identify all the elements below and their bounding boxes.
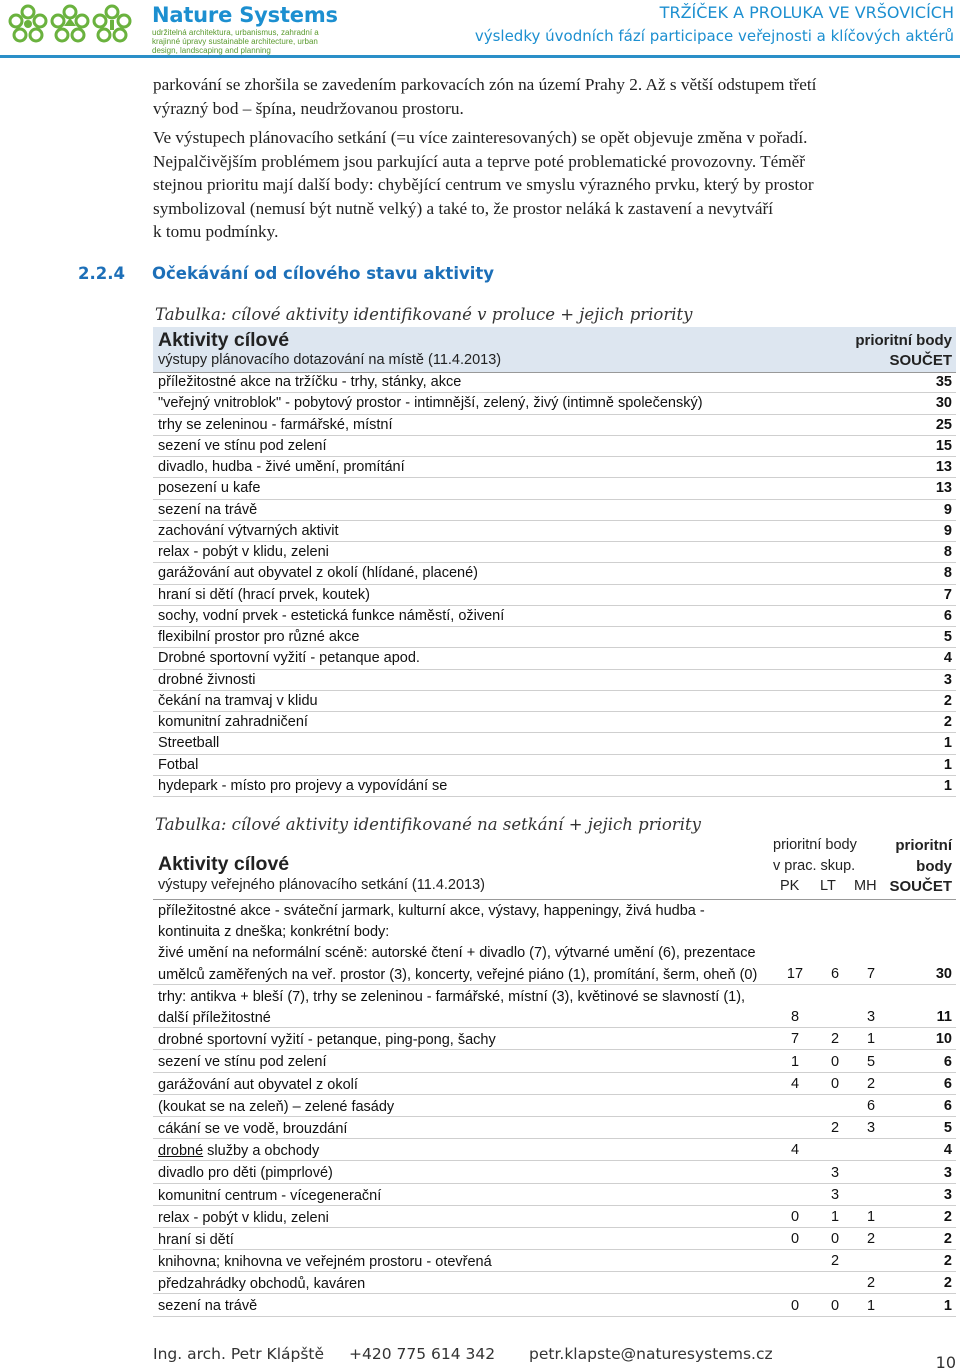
tree-flower-icon xyxy=(92,4,132,48)
row-label xyxy=(158,1274,768,1295)
table2-col-pk: PK xyxy=(780,878,800,894)
row-label-line: kontinuita z dneška; konkrétní body: xyxy=(158,924,390,941)
table-row xyxy=(153,478,956,499)
table-row xyxy=(153,755,956,776)
table2-sum-top: prioritní xyxy=(895,837,952,854)
cell-sum: 2 xyxy=(943,1253,952,1270)
cell-sum: 11 xyxy=(936,1009,952,1026)
row-value: 25 xyxy=(935,416,952,433)
brand-name: Nature Systems xyxy=(152,3,338,27)
row-label: zachování výtvarných aktivit xyxy=(158,522,339,539)
row-label-line: hraní si dětí xyxy=(158,1231,234,1248)
cell-sum: 1 xyxy=(943,1297,952,1314)
row-label: relax - pobýt v klidu, zeleni xyxy=(158,544,329,560)
cell-pk: 1 xyxy=(790,1053,800,1070)
cell-mh: 2 xyxy=(866,1075,876,1092)
row-label-line xyxy=(158,1141,768,1162)
row-label: garážování aut obyvatel z okolí (hlídané, placené) xyxy=(158,565,479,582)
table-row xyxy=(153,712,956,733)
row-label xyxy=(158,1030,768,1051)
row-value: 6 xyxy=(943,607,952,624)
paragraph-line: Ve výstupech plánovacího setkání (=u více zainteresovaných) se opět objevuje změna v pořadí. xyxy=(153,128,808,147)
row-label-line: komunitní centrum - vícegenerační xyxy=(158,1187,382,1204)
row-label: hydepark - místo pro projevy a vypovídání se xyxy=(158,777,448,794)
table-row xyxy=(153,563,956,584)
table1-header xyxy=(153,327,956,373)
cell-lt: 0 xyxy=(830,1053,840,1070)
cell-mh: 1 xyxy=(866,1208,876,1225)
table-row xyxy=(153,1117,956,1139)
cell-lt: 2 xyxy=(830,1031,840,1048)
row-label: příležitostné akce na tržíčku - trhy, stánky, akce xyxy=(158,374,462,390)
cell-sum: 6 xyxy=(943,1097,952,1114)
row-label: drobné živnosti xyxy=(158,671,256,688)
table-row xyxy=(153,1250,956,1272)
table2-header-subtitle: výstupy veřejného plánovacího setkání (11.4.2013) xyxy=(158,877,485,893)
underlined-word: drobné xyxy=(158,1143,204,1160)
row-label-line: drobné sportovní vyžití - petanque, ping-pong, šachy xyxy=(158,1032,496,1049)
cell-sum: 6 xyxy=(943,1053,952,1070)
cell-mh: 3 xyxy=(866,1120,876,1137)
footer-author: Ing. arch. Petr Klápště xyxy=(153,1345,325,1363)
cell-lt: 0 xyxy=(830,1075,840,1092)
table-row xyxy=(153,776,956,797)
table-row xyxy=(153,648,956,669)
row-label xyxy=(158,1186,768,1207)
row-label xyxy=(158,987,768,1029)
table-row xyxy=(153,393,956,414)
table-row xyxy=(153,500,956,521)
table-row xyxy=(153,436,956,457)
row-value: 1 xyxy=(943,777,952,794)
table-row xyxy=(153,1050,956,1072)
cell-pk: 4 xyxy=(790,1075,800,1092)
paragraph-line: k tomu podmínky. xyxy=(153,222,279,241)
row-label xyxy=(158,1252,768,1273)
row-label-line: cákání se ve vodě, brouzdání xyxy=(158,1120,348,1137)
cell-pk: 0 xyxy=(790,1208,800,1225)
table-row xyxy=(153,606,956,627)
table-row xyxy=(153,1161,956,1183)
section-number: 2.2.4 xyxy=(78,264,125,283)
row-label: divadlo, hudba - živé umění, promítání xyxy=(158,459,405,475)
paragraph-line: symbolizoval (nemusí být nutně velký) a také to, že prostor neláká k zastavení a nevytváří xyxy=(153,198,773,218)
row-label: čekání na tramvaj v klidu xyxy=(158,692,318,709)
paragraph-line: parkování se zhoršila se zavedením parkovacích zón na území Prahy 2. Až s větší odstupem třetí xyxy=(153,75,817,94)
table2-header-title: Aktivity cílové xyxy=(158,853,290,875)
table-row xyxy=(153,1272,956,1294)
document-subtitle: výsledky úvodních fází participace veřejnosti a klíčových aktérů xyxy=(474,27,954,45)
table-row xyxy=(153,1206,956,1228)
row-value: 13 xyxy=(935,459,952,475)
row-label xyxy=(158,901,768,986)
cell-sum: 10 xyxy=(935,1031,952,1048)
table1-caption: Tabulka: cílové aktivity identifikované v proluce + jejich priority xyxy=(155,305,693,324)
row-label xyxy=(158,1119,768,1140)
table-row xyxy=(153,985,956,1028)
row-label xyxy=(158,1163,768,1184)
page-number: 10 xyxy=(935,1353,956,1372)
cell-lt: 1 xyxy=(830,1208,840,1225)
footer-phone: +420 775 614 342 xyxy=(349,1345,496,1363)
row-label: sezení na trávě xyxy=(158,501,258,518)
cell-sum: 3 xyxy=(943,1164,952,1181)
cell-pk: 17 xyxy=(786,965,804,982)
table-row xyxy=(153,1073,956,1095)
cell-lt: 0 xyxy=(830,1231,840,1248)
cell-sum: 3 xyxy=(943,1186,952,1203)
row-label-line: předzahrádky obchodů, kaváren xyxy=(158,1276,366,1293)
row-label: hraní si dětí (hrací prvek, koutek) xyxy=(158,586,370,603)
row-value: 1 xyxy=(943,735,952,752)
row-label: flexibilní prostor pro různé akce xyxy=(158,629,360,645)
cell-lt: 2 xyxy=(830,1120,840,1137)
table-row xyxy=(153,521,956,542)
cell-sum: 6 xyxy=(943,1075,952,1092)
cell-sum: 2 xyxy=(943,1275,952,1292)
row-label: sochy, vodní prvek - estetická funkce náměstí, oživení xyxy=(158,607,505,624)
row-label-rest: služby a obchody xyxy=(203,1143,320,1160)
row-label-line: umělců zaměřených na veř. prostor (3), koncerty, veřejné piáno (1), promítání, šerm, oheň (0) xyxy=(158,966,758,983)
table2-sum-bottom: SOUČET xyxy=(889,878,952,895)
cell-pk: 8 xyxy=(790,1009,800,1026)
leaf-flower-icon xyxy=(8,4,48,48)
row-value: 9 xyxy=(943,501,952,518)
table1-header-title: Aktivity cílové xyxy=(158,329,290,351)
table2-col-lt: LT xyxy=(820,878,836,894)
row-label-line: další příležitostné xyxy=(158,1010,271,1026)
table2-sum-mid: body xyxy=(916,858,952,875)
cell-lt: 2 xyxy=(830,1253,840,1270)
row-label: Drobné sportovní vyžití - petanque apod. xyxy=(158,650,420,667)
row-value: 8 xyxy=(943,544,952,560)
cell-pk: 0 xyxy=(790,1231,800,1248)
footer-email[interactable]: petr.klapste@naturesystems.cz xyxy=(529,1345,773,1363)
row-label-line: relax - pobýt v klidu, zeleni xyxy=(158,1209,329,1226)
cell-lt: 3 xyxy=(830,1186,840,1203)
section-heading xyxy=(78,264,494,283)
table2-caption: Tabulka: cílové aktivity identifikované na setkání + jejich priority xyxy=(155,815,701,834)
row-label-line: (koukat se na zeleň) – zelené fasády xyxy=(158,1098,395,1115)
table-row xyxy=(153,670,956,691)
row-label xyxy=(158,1075,768,1096)
header-divider xyxy=(0,55,960,58)
table-row xyxy=(153,415,956,436)
cell-lt: 3 xyxy=(830,1164,840,1181)
table2-body xyxy=(153,899,956,1317)
row-label: sezení ve stínu pod zelení xyxy=(158,437,327,454)
brand-tagline: udržitelná architektura, urbanismus, zahradní a krajinné úpravy sustainable architecture, urban design, landscaping and planning xyxy=(152,28,319,55)
table2-col-mh: MH xyxy=(854,878,877,894)
cell-pk: 4 xyxy=(790,1142,800,1159)
paragraph-line: výrazný bod – špína, neudržovanou prostoru. xyxy=(153,98,464,118)
cell-mh: 5 xyxy=(866,1053,876,1070)
row-value: 4 xyxy=(943,650,952,667)
table-row xyxy=(153,1294,956,1316)
cell-mh: 3 xyxy=(866,1009,876,1026)
row-label: Fotbal xyxy=(158,756,199,773)
row-label-line: divadlo pro děti (pimprlové) xyxy=(158,1165,333,1182)
row-label xyxy=(158,1141,768,1162)
cell-sum: 4 xyxy=(943,1142,952,1159)
row-value: 2 xyxy=(943,714,952,730)
row-label: Streetball xyxy=(158,735,220,752)
table-row xyxy=(153,457,956,478)
paragraph-2 xyxy=(153,126,953,244)
cell-mh: 2 xyxy=(866,1231,876,1248)
table-row xyxy=(153,627,956,648)
cell-mh: 1 xyxy=(866,1297,876,1314)
row-value: 3 xyxy=(943,671,952,688)
section-title: Očekávání od cílového stavu aktivity xyxy=(152,264,495,283)
row-label-line: knihovna; knihovna ve veřejném prostoru - otevřená xyxy=(158,1254,492,1271)
cell-mh: 1 xyxy=(866,1031,876,1048)
table-row xyxy=(153,1095,956,1117)
table-row xyxy=(153,372,956,393)
row-label: posezení u kafe xyxy=(158,480,261,497)
row-value: 7 xyxy=(943,586,952,603)
row-value: 30 xyxy=(935,395,952,412)
document-title-main: TRŽÍČEK A PROLUKA VE VRŠOVICÍCH xyxy=(659,3,954,22)
table-row xyxy=(153,899,956,985)
row-value: 2 xyxy=(943,692,952,709)
row-label: "veřejný vnitroblok" - pobytový prostor - intimnější, zelený, živý (intimně společenský) xyxy=(158,395,703,412)
cell-lt: 6 xyxy=(830,965,840,982)
cell-pk: 7 xyxy=(790,1031,800,1048)
row-value: 5 xyxy=(943,629,952,645)
page-header xyxy=(0,0,960,55)
row-label-line: garážování aut obyvatel z okolí xyxy=(158,1076,358,1093)
row-label-line: sezení na trávě xyxy=(158,1298,258,1315)
table-row xyxy=(153,1228,956,1250)
row-label-line: sezení ve stínu pod zelení xyxy=(158,1054,327,1071)
table1-header-subtitle: výstupy plánovacího dotazování na místě (11.4.2013) xyxy=(158,352,502,368)
row-label xyxy=(158,1208,768,1229)
cell-sum: 2 xyxy=(943,1231,952,1248)
cell-lt: 0 xyxy=(830,1297,840,1314)
table2-group-bottom: v prac. skup. xyxy=(773,858,856,874)
row-label-line: živé umění na neformální scéně: autorské čtení + divadlo (7), výtvarné umění (6), prezentace xyxy=(158,945,756,962)
cell-mh: 7 xyxy=(866,965,876,982)
document-title xyxy=(475,3,954,45)
row-value: 1 xyxy=(943,756,952,773)
logo-group xyxy=(8,4,132,48)
brand xyxy=(152,3,338,55)
paragraph-line: stejnou prioritu mají další body: chybějící centrum ve smyslu výrazného prvku, který by prostor xyxy=(153,175,814,194)
recycle-flower-icon xyxy=(50,4,90,48)
table1-body xyxy=(153,372,956,797)
row-value: 13 xyxy=(935,480,952,497)
row-value: 35 xyxy=(935,374,952,390)
table-row xyxy=(153,542,956,563)
row-label: trhy se zeleninou - farmářské, místní xyxy=(158,416,393,433)
row-value: 9 xyxy=(943,522,952,539)
cell-mh: 2 xyxy=(866,1275,876,1292)
cell-sum: 5 xyxy=(943,1120,952,1137)
cell-pk: 0 xyxy=(790,1297,800,1314)
table-row xyxy=(153,1028,956,1050)
cell-mh: 6 xyxy=(866,1097,876,1114)
row-label-line: příležitostné akce - sváteční jarmark, kulturní akce, výstavy, happeningy, živá hudba - xyxy=(158,903,705,919)
row-label-line: trhy: antikva + bleší (7), trhy se zeleninou - farmářské, místní (3), květinové se slavností (1), xyxy=(158,988,746,1005)
table2-group-top: prioritní body xyxy=(773,837,857,853)
table1-col-bottom: SOUČET xyxy=(889,352,952,369)
table1-col-top: prioritní body xyxy=(855,332,952,349)
cell-sum: 30 xyxy=(935,965,952,982)
table-row xyxy=(153,691,956,712)
row-label xyxy=(158,1097,768,1118)
table2-header xyxy=(153,835,956,900)
row-value: 15 xyxy=(935,437,952,454)
row-label xyxy=(158,1230,768,1251)
paragraph-line: Nejpalčivějším problémem jsou parkující auta a teprve poté problematické provozovny. Téměř xyxy=(153,151,805,171)
row-label xyxy=(158,1052,768,1073)
row-label xyxy=(158,1296,768,1317)
table-row xyxy=(153,733,956,754)
table-row xyxy=(153,1139,956,1161)
table-row xyxy=(153,1184,956,1206)
row-label: komunitní zahradničení xyxy=(158,714,308,730)
table-row xyxy=(153,585,956,606)
cell-sum: 2 xyxy=(943,1208,952,1225)
row-value: 8 xyxy=(943,565,952,582)
paragraph-1 xyxy=(153,73,953,120)
